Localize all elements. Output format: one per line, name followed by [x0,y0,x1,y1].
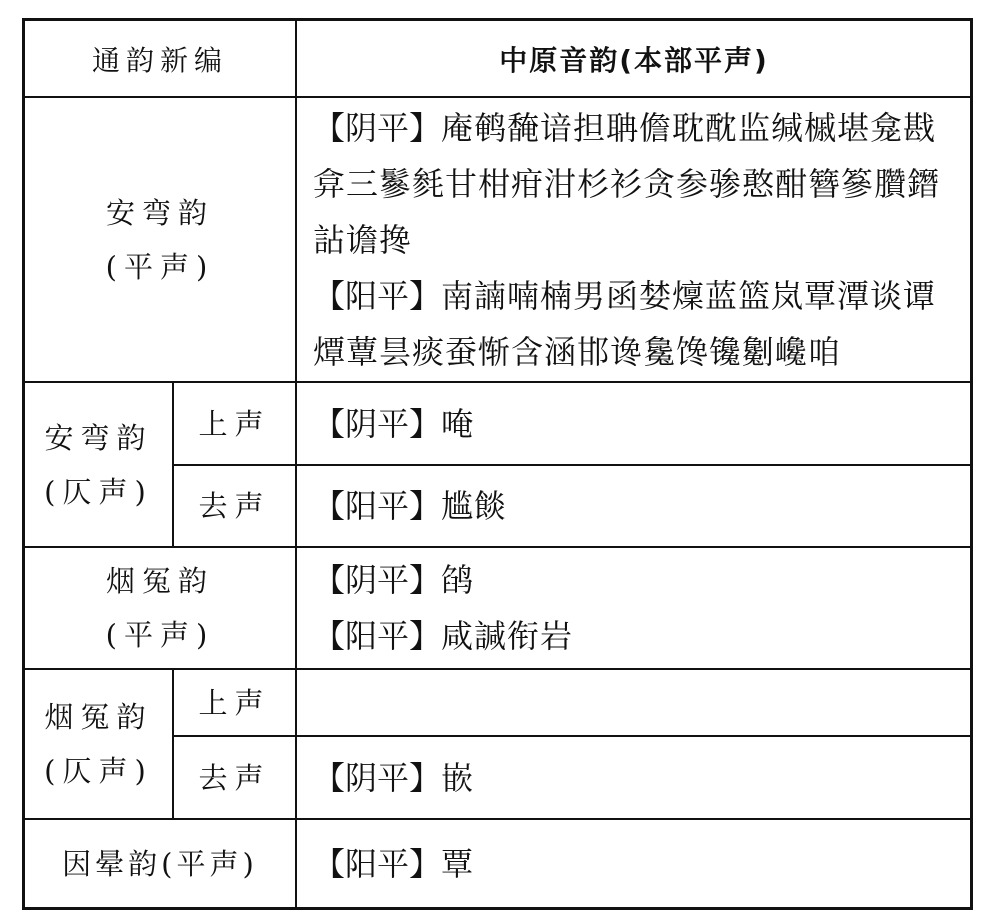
row3-label-line2: (平声) [105,618,215,652]
row5-label-cell [25,820,295,908]
header-left-cell [25,21,295,96]
header-right-title: 中原音韵(本部平声) [499,43,769,77]
char-list: 鹐 [441,561,475,599]
row3-content-cell [297,552,971,668]
char-list: 嵌 [441,758,475,797]
row1-label-line1: 安弯韵 [105,195,214,230]
row1-entry-2 [313,268,961,380]
row2-tone-2-cell [174,466,295,546]
row4-tone-1-cell [174,670,295,735]
row3-label-cell [25,548,295,668]
char-list: 尴餤 [441,487,508,525]
row2-sub2-entry-1 [313,478,507,534]
tone-tag: 【阳平】 [313,845,442,883]
row4-sub1-content-cell [297,670,971,735]
tone-tag: 【阴平】 [313,561,442,599]
header-left-title: 通韵新编 [91,43,228,77]
row2-sub2-content-cell [297,466,971,546]
row2-tone-1-cell [174,383,295,464]
row2-label-cell [25,383,172,546]
char-list: 咸諴衔岩 [441,617,574,655]
tone-tag: 【阴平】 [313,404,442,443]
row2-tone-2: 去声 [198,489,271,523]
row4-tone-2: 去声 [198,760,271,795]
row5-entry-1 [313,836,474,892]
row4-sub2-entry-1 [313,750,474,806]
rhyme-table [22,18,973,910]
row1-content-cell [297,100,971,381]
row3-entry-1 [313,552,961,608]
row5-label: 因晕韵(平声) [62,847,258,881]
row4-sub2-content-cell [297,737,971,818]
row1-label-line2: (平声) [105,249,215,284]
row2-label-line1: 安弯韵 [44,420,153,455]
header-right-cell [297,21,971,96]
row3-label-line1: 烟冤韵 [105,564,214,598]
tone-tag: 【阳平】 [313,487,442,525]
row4-label-cell [25,670,172,818]
row2-label-line2: (仄声) [44,474,153,509]
tone-tag: 【阴平】 [313,109,442,147]
tone-tag: 【阳平】 [313,277,442,315]
char-list: 唵 [441,404,475,443]
row2-sub1-entry-1 [313,396,474,452]
row2-sub1-content-cell [297,383,971,464]
char-list: 庵鹌馣谙担聃儋耽酖监缄槭堪龛戡弇三鬖毵甘柑疳泔杉衫贪参骖憨酣簪篸臢鐕詀谵搀 [313,109,941,259]
char-list: 南諵喃楠男函婪燣蓝篮岚覃潭谈谭燂蕈昙痰蚕惭含涵邯谗毚馋镵劖巉咱 [313,277,937,371]
char-list: 覃 [441,845,475,883]
row4-tone-1: 上声 [198,685,271,720]
tone-tag: 【阳平】 [313,617,442,655]
row4-tone-2-cell [174,737,295,818]
row4-label-line2: (仄声) [44,754,153,788]
row5-content-cell [297,820,971,908]
tone-tag: 【阴平】 [313,758,442,797]
row1-entry-1 [313,100,961,268]
row4-label-line1: 烟冤韵 [44,700,153,734]
row2-tone-1: 上声 [198,406,271,441]
row3-entry-2 [313,608,961,664]
row1-label-cell [25,98,295,381]
